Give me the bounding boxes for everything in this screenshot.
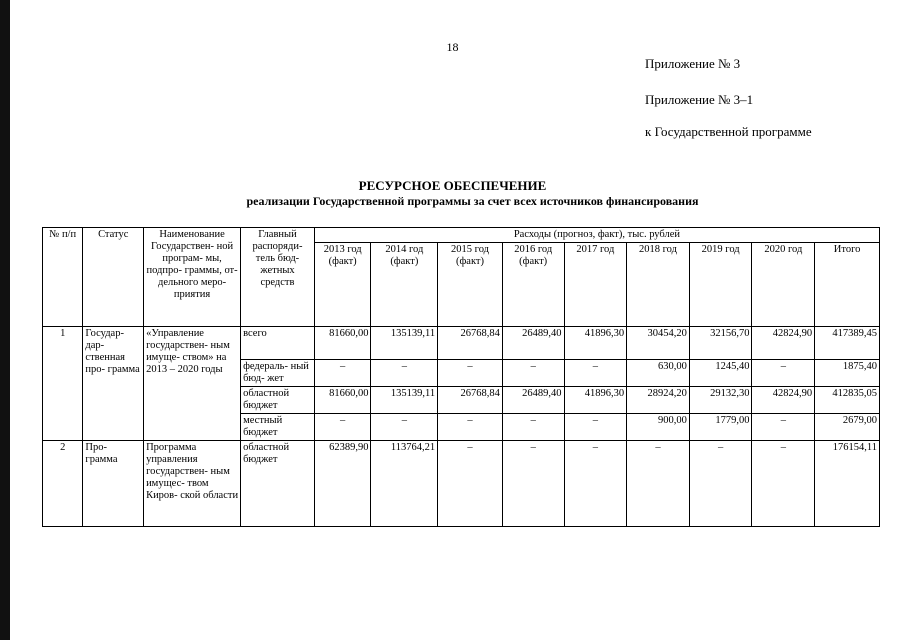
- cell-value: 26489,40: [502, 387, 564, 414]
- header-name: Наименование Государствен- ной програм- мы, подпро- граммы, от- дельного меро- приятия: [144, 228, 241, 327]
- cell-total: 417389,45: [815, 327, 880, 360]
- cell-value: –: [502, 441, 564, 527]
- cell-value: 135139,11: [371, 387, 438, 414]
- cell-value: –: [371, 414, 438, 441]
- cell-value: 81660,00: [314, 387, 371, 414]
- document-title: РЕСУРСНОЕ ОБЕСПЕЧЕНИЕ: [358, 178, 547, 193]
- table-row: [43, 441, 880, 527]
- cell-total: 1875,40: [815, 360, 880, 387]
- cell-value: –: [438, 441, 503, 527]
- cell-value: –: [564, 441, 627, 527]
- header-year-2020: 2020 год: [752, 243, 815, 327]
- header-year-2019: 2019 год: [689, 243, 752, 327]
- row-program-name: «Управление государствен- ным имуще- ством» на 2013 – 2020 годы: [144, 327, 241, 441]
- cell-value: –: [564, 360, 627, 387]
- cell-value: –: [502, 360, 564, 387]
- header-year-2014: 2014 год (факт): [371, 243, 438, 327]
- cell-value: –: [752, 441, 815, 527]
- cell-value: 113764,21: [371, 441, 438, 527]
- header-num: № п/п: [43, 228, 83, 327]
- cell-value: 41896,30: [564, 387, 627, 414]
- row-source: областной бюджет: [241, 387, 315, 414]
- row-num: 2: [43, 441, 83, 527]
- cell-value: –: [502, 414, 564, 441]
- cell-value: 26768,84: [438, 387, 503, 414]
- row-program-name: Программа управления государствен- ным имущес- твом Киров- ской области: [144, 441, 241, 527]
- cell-value: 81660,00: [314, 327, 371, 360]
- page-number: 18: [446, 40, 459, 54]
- cell-value: –: [752, 414, 815, 441]
- cell-value: –: [689, 441, 752, 527]
- cell-value: –: [438, 414, 503, 441]
- header-total: Итого: [815, 243, 880, 327]
- cell-total: 2679,00: [815, 414, 880, 441]
- cell-value: 42824,90: [752, 387, 815, 414]
- row-status: Государ- дар- ственная про- грамма: [83, 327, 144, 441]
- table-row: [43, 327, 880, 360]
- appendix-line-2: Приложение № 3–1: [645, 92, 754, 107]
- scan-edge: [0, 0, 10, 640]
- cell-value: 62389,90: [314, 441, 371, 527]
- header-manager: Главный распоряди- тель бюд- жетных средств: [241, 228, 315, 327]
- cell-value: 42824,90: [752, 327, 815, 360]
- header-year-2018: 2018 год: [627, 243, 690, 327]
- cell-value: 29132,30: [689, 387, 752, 414]
- document-subtitle: реализации Государственной программы за счет всех источников финансирования: [246, 194, 699, 208]
- cell-value: –: [314, 414, 371, 441]
- cell-value: 135139,11: [371, 327, 438, 360]
- cell-value: 1779,00: [689, 414, 752, 441]
- cell-value: 900,00: [627, 414, 690, 441]
- header-year-2016: 2016 год (факт): [502, 243, 564, 327]
- resource-table: [42, 227, 880, 527]
- appendix-line-3: к Государственной программе: [645, 124, 812, 139]
- header-year-2017: 2017 год: [564, 243, 627, 327]
- cell-value: 1245,40: [689, 360, 752, 387]
- cell-total: 176154,11: [815, 441, 880, 527]
- cell-total: 412835,05: [815, 387, 880, 414]
- cell-value: 28924,20: [627, 387, 690, 414]
- header-year-2015: 2015 год (факт): [438, 243, 503, 327]
- cell-value: 26489,40: [502, 327, 564, 360]
- row-num: 1: [43, 327, 83, 441]
- cell-value: –: [564, 414, 627, 441]
- cell-value: –: [438, 360, 503, 387]
- appendix-line-1: Приложение № 3: [645, 56, 741, 71]
- header-status: Статус: [83, 228, 144, 327]
- header-expenses: Расходы (прогноз, факт), тыс. рублей: [314, 228, 879, 243]
- cell-value: –: [627, 441, 690, 527]
- cell-value: –: [371, 360, 438, 387]
- row-status: Про- грамма: [83, 441, 144, 527]
- cell-value: 32156,70: [689, 327, 752, 360]
- row-source: областной бюджет: [241, 441, 315, 527]
- cell-value: –: [314, 360, 371, 387]
- cell-value: 630,00: [627, 360, 690, 387]
- header-year-2013: 2013 год (факт): [314, 243, 371, 327]
- cell-value: 41896,30: [564, 327, 627, 360]
- cell-value: 30454,20: [627, 327, 690, 360]
- cell-value: 26768,84: [438, 327, 503, 360]
- row-source: местный бюджет: [241, 414, 315, 441]
- cell-value: –: [752, 360, 815, 387]
- row-source: всего: [241, 327, 315, 360]
- row-source: федераль- ный бюд- жет: [241, 360, 315, 387]
